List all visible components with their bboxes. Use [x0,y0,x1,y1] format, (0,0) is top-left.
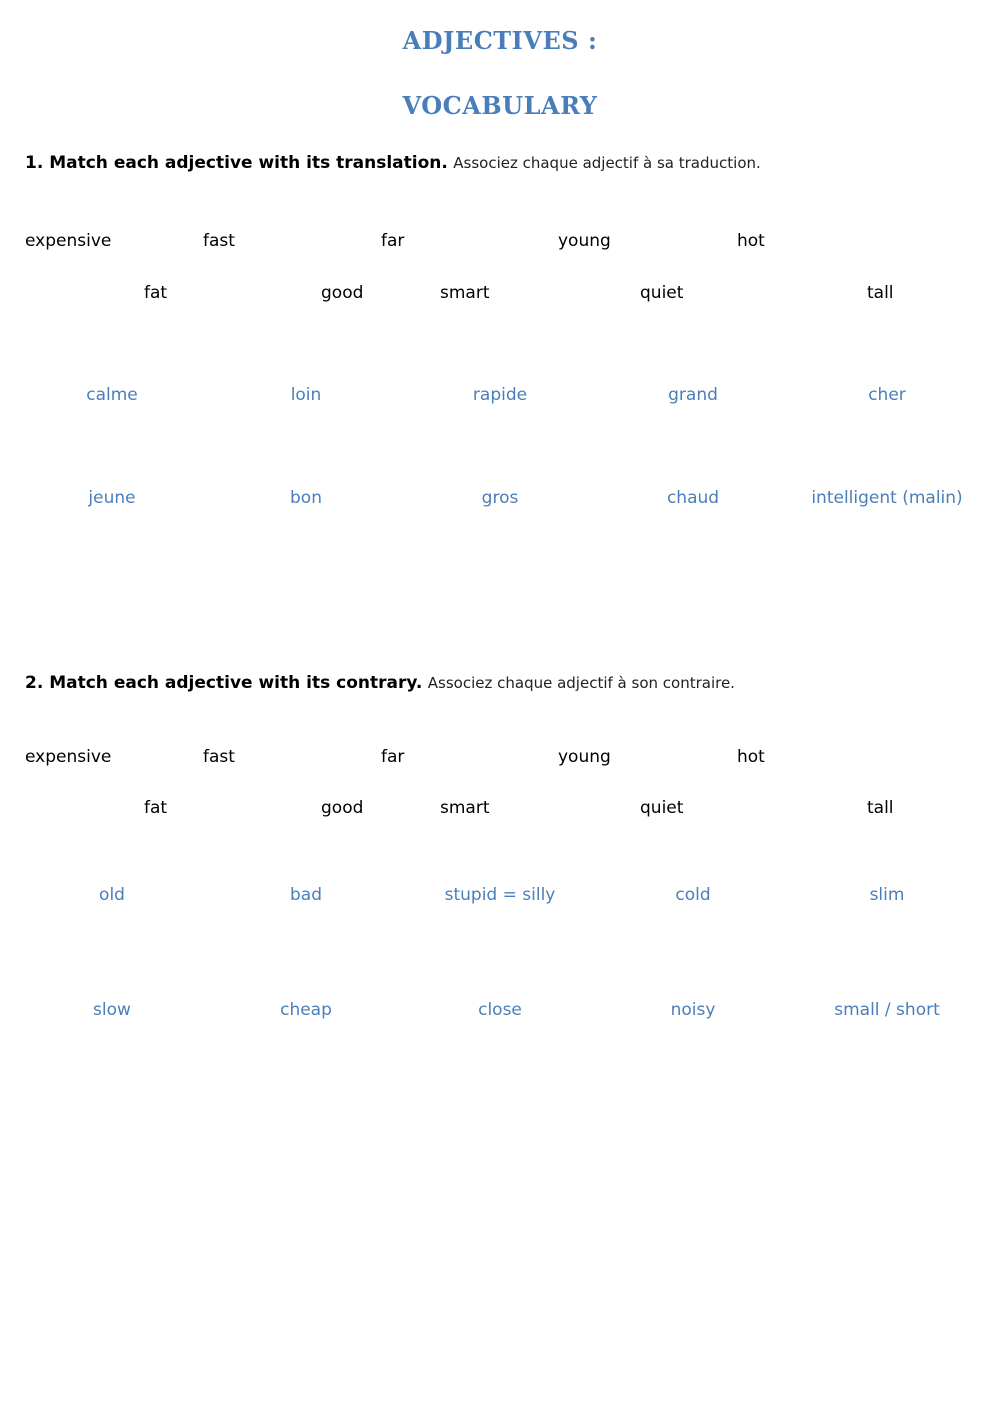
instruction-english: 2. Match each adjective with its contrary. [25,673,423,693]
answer-drop-target[interactable]: noisy [670,1000,716,1020]
answer-drop-target[interactable]: close [478,1000,522,1020]
instruction-english: 1. Match each adjective with its translation. [25,153,448,173]
word-item: smart [440,283,490,303]
answer-drop-target[interactable]: calme [86,385,138,405]
word-item: far [381,747,405,767]
title-line-1: ADJECTIVES : [402,26,598,55]
word-item: tall [867,798,894,818]
answer-drop-target[interactable]: slim [869,885,905,905]
answer-drop-target[interactable]: bon [290,488,322,508]
answer-drop-target[interactable]: loin [290,385,322,405]
instruction-french: Associez chaque adjectif à son contraire. [427,674,735,692]
answer-drop-target[interactable]: cher [868,385,906,405]
word-item: expensive [25,747,112,767]
word-item: tall [867,283,894,303]
word-item: hot [737,231,765,251]
answer-drop-target[interactable]: rapide [472,385,528,405]
word-item: fast [203,747,235,767]
word-item: far [381,231,405,251]
word-item: expensive [25,231,112,251]
instruction-french: Associez chaque adjectif à sa traduction. [453,154,761,172]
word-item: quiet [640,283,684,303]
word-item: young [558,231,611,251]
word-item: young [558,747,611,767]
answer-drop-target[interactable]: slow [93,1000,131,1020]
answer-drop-target[interactable]: cold [675,885,711,905]
exercise-1-instruction [25,153,761,173]
answer-drop-target[interactable]: intelligent (malin) [811,488,963,508]
word-item: fat [144,798,168,818]
exercise-2-instruction [25,673,735,693]
answer-drop-target[interactable]: jeune [88,488,136,508]
answer-drop-target[interactable]: bad [290,885,322,905]
word-item: quiet [640,798,684,818]
answer-drop-target[interactable]: small / short [834,1000,940,1020]
word-item: good [321,283,364,303]
answer-drop-target[interactable]: chaud [666,488,720,508]
title-line-2: VOCABULARY [402,91,598,120]
answer-drop-target[interactable]: grand [668,385,718,405]
answer-drop-target[interactable]: cheap [280,1000,332,1020]
word-item: good [321,798,364,818]
answer-drop-target[interactable]: old [99,885,125,905]
answer-drop-target[interactable]: stupid = silly [444,885,556,905]
answer-drop-target[interactable]: gros [481,488,519,508]
word-item: fast [203,231,235,251]
word-item: fat [144,283,168,303]
word-item: hot [737,747,765,767]
word-item: smart [440,798,490,818]
